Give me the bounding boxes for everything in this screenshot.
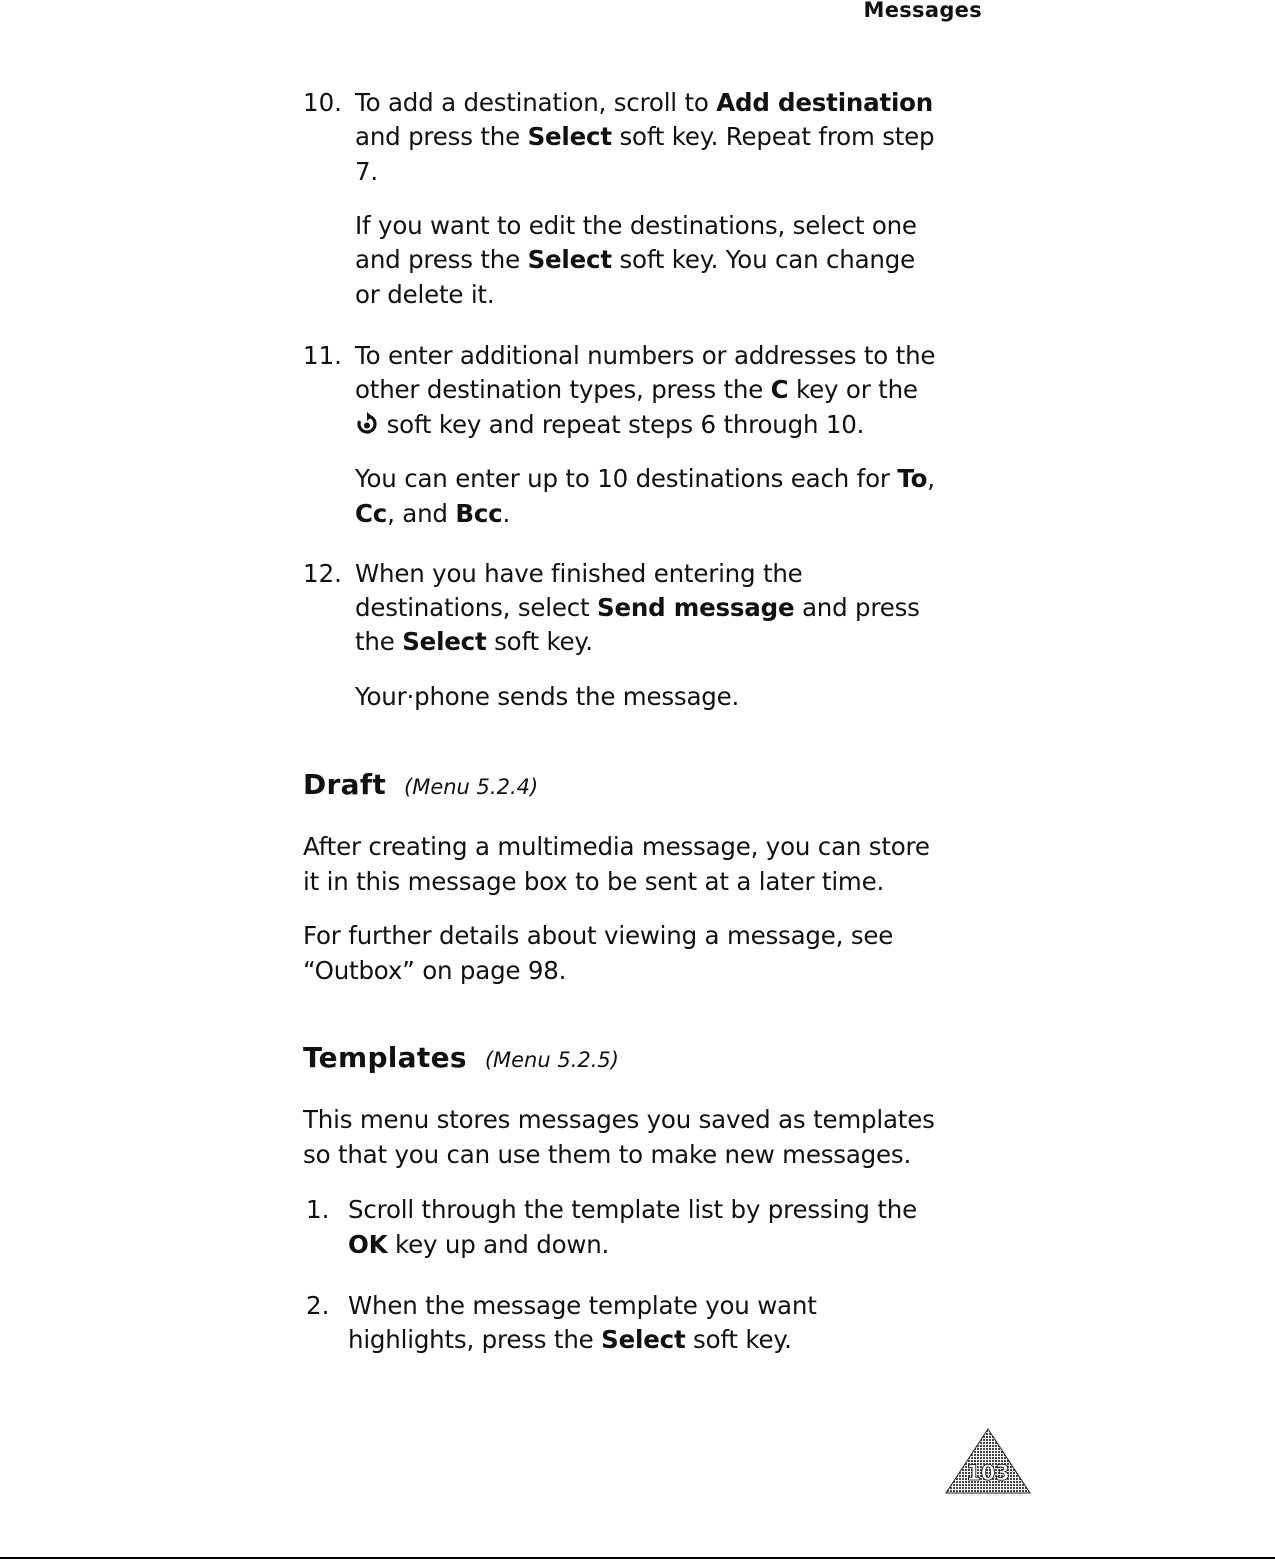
running-header: Messages <box>863 0 982 22</box>
step-10-line-1: To add a destination, scroll to Add destination <box>355 88 934 117</box>
step-number: 12. <box>303 559 342 588</box>
step-10-note-line-2: and press the Select soft key. You can change <box>355 245 915 274</box>
section-heading-templates: Templates (Menu 5.2.5) <box>303 1041 619 1074</box>
step-10-note-line-3: or delete it. <box>355 280 495 309</box>
step-12-line-3: the Select soft key. <box>355 627 593 656</box>
menu-path: (Menu 5.2.5) <box>484 1048 619 1072</box>
templates-paragraph-line-2: so that you can use them to make new messages. <box>303 1140 912 1169</box>
page-number: 103 <box>966 1461 1010 1485</box>
step-11-note-line-1: You can enter up to 10 destinations each for To, <box>355 464 935 493</box>
step-10-line-3: 7. <box>355 157 378 186</box>
draft-paragraph-1-line-1: After creating a multimedia message, you can store <box>303 832 930 861</box>
refresh-icon <box>355 412 379 436</box>
draft-paragraph-1-line-2: it in this message box to be sent at a later time. <box>303 867 885 896</box>
step-11-note-line-2: Cc, and Bcc. <box>355 499 511 528</box>
templates-step-1-line-2: OK key up and down. <box>348 1230 610 1259</box>
page-number-badge <box>944 1427 1032 1495</box>
templates-paragraph-line-1: This menu stores messages you saved as templates <box>303 1105 935 1134</box>
templates-step-2-line-2: highlights, press the Select soft key. <box>348 1325 792 1354</box>
draft-paragraph-2-line-1: For further details about viewing a message, see <box>303 921 894 950</box>
step-12-line-2: destinations, select Send message and press <box>355 593 920 622</box>
menu-path: (Menu 5.2.4) <box>404 775 539 799</box>
templates-step-2-line-1: When the message template you want <box>348 1291 817 1320</box>
draft-paragraph-2-line-2: “Outbox” on page 98. <box>303 956 567 985</box>
step-number: 2. <box>306 1291 330 1320</box>
step-12-note-line-1: Your·phone sends the message. <box>355 682 740 711</box>
templates-step-1-line-1: Scroll through the template list by pressing the <box>348 1195 917 1224</box>
step-number: 10. <box>303 88 342 117</box>
step-11-line-1: To enter additional numbers or addresses to the <box>355 341 936 370</box>
step-10-note-line-1: If you want to edit the destinations, select one <box>355 211 917 240</box>
section-heading-draft: Draft (Menu 5.2.4) <box>303 768 539 801</box>
footer-rule <box>0 1557 1275 1559</box>
step-11-line-3: soft key and repeat steps 6 through 10. <box>355 408 864 443</box>
step-12-line-1: When you have finished entering the <box>355 559 803 588</box>
step-number: 1. <box>306 1195 330 1224</box>
step-11-line-2: other destination types, press the C key or the <box>355 375 918 404</box>
step-number: 11. <box>303 341 342 370</box>
step-10-line-2: and press the Select soft key. Repeat from step <box>355 122 935 151</box>
